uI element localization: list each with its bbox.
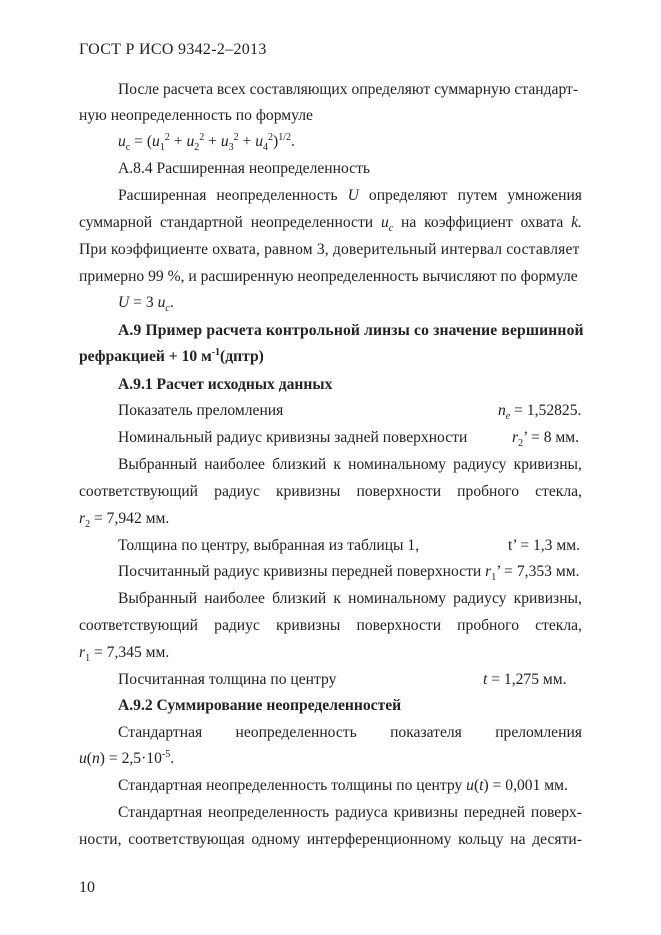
formula-sub: 2 [518, 438, 524, 450]
formula-sub: c [388, 223, 394, 235]
formula-text: = 1,275 мм. [487, 671, 567, 688]
formula-var: u [466, 777, 474, 794]
heading-text: рефракцией + 10 м [79, 348, 212, 365]
word: стекла, [535, 617, 582, 634]
section-heading: А.8.4 Расширенная неопределенность [118, 160, 371, 177]
formula-var: r [79, 510, 86, 527]
data-value [512, 428, 579, 448]
word: десяти- [532, 831, 582, 848]
paragraph-line-justified [79, 482, 582, 502]
word: наиболее [204, 456, 265, 473]
formula-text: = 7,345 мм. [90, 644, 170, 661]
word: суммарной [79, 214, 153, 231]
formula-var: r [79, 644, 86, 661]
formula-sup: -5 [161, 748, 171, 760]
data-value [483, 670, 567, 690]
word: одному [251, 831, 301, 848]
formula-sub: c [165, 303, 170, 315]
paragraph-line-justified [118, 803, 582, 823]
formula-var: n [498, 402, 506, 419]
formula-sup: 2 [164, 131, 170, 143]
formula-var: u [79, 750, 87, 767]
section-heading: А.9 Пример расчета контрольной линзы со значение вершинной [118, 322, 584, 339]
data-label: Посчитанная толщина по центру [118, 671, 337, 688]
word: неопределенность [207, 804, 330, 821]
formula-var: u [152, 133, 160, 150]
formula-combined-uncertainty [118, 132, 295, 152]
formula-sub: 2 [194, 142, 200, 154]
word: k. [571, 214, 582, 231]
word: U [347, 187, 359, 204]
word: кривизны [275, 617, 341, 634]
paragraph-line-justified [118, 186, 582, 206]
data-line-thickness [118, 536, 580, 556]
subsection-heading: А.9.2 Суммирование неопределенностей [118, 697, 402, 714]
formula-var: n [92, 750, 100, 767]
formula-text: + [169, 133, 187, 150]
data-line [79, 749, 174, 769]
formula-text: ) [273, 133, 279, 150]
formula-text: = 1,52825. [510, 402, 582, 419]
formula-text: ( [473, 777, 480, 794]
data-line-back-radius [118, 428, 580, 450]
formula-var: u [220, 133, 229, 150]
word: поверхности [356, 617, 442, 634]
formula-var: U [118, 294, 130, 311]
data-line [79, 643, 169, 663]
formula-sub: 4 [263, 142, 269, 154]
formula-text: Стандартная неопределенность толщины по центру [118, 777, 467, 794]
page-number: 10 [79, 879, 95, 896]
paragraph-line: ную неопределенность по формуле [79, 107, 313, 124]
data-line-std-thickness [118, 776, 568, 796]
formula-text: ’ = 7,353 мм. [496, 563, 580, 580]
formula-var: t [483, 671, 488, 688]
word: умножения [507, 187, 582, 204]
word: близкий [272, 456, 327, 473]
formula-text: = ( [130, 133, 153, 150]
formula-sup: 1/2 [278, 131, 291, 143]
formula-sup: 2 [233, 131, 239, 143]
section-heading-cont [79, 347, 264, 367]
formula-text: + [204, 133, 221, 150]
data-label: Толщина по центру, выбранная из таблицы 1, [118, 537, 420, 554]
word: соответствующий [79, 617, 199, 634]
heading-sup: -1 [211, 346, 221, 358]
word: стандартной [159, 214, 243, 231]
formula-sub: 2 [85, 519, 91, 531]
formula-text: + [238, 133, 256, 150]
formula-var: u [118, 133, 126, 150]
formula-sub: 1 [159, 142, 165, 154]
word: близкий [272, 590, 327, 607]
data-label: Показатель преломления [118, 402, 284, 419]
paragraph-line: После расчета всех составляющих определяют суммарную стандарт- [118, 81, 579, 98]
formula-text: ( [86, 750, 92, 767]
word: преломления [495, 724, 582, 741]
formula-var: t [479, 777, 484, 794]
data-line-refraction [118, 401, 582, 421]
formula-var: u [380, 214, 389, 231]
data-line [79, 509, 169, 529]
word: Расширенная [118, 187, 207, 204]
word: неопределенность [216, 187, 338, 204]
formula-sup: 2 [199, 131, 205, 143]
paragraph-line-justified [118, 589, 582, 609]
paragraph-line-justified [79, 616, 582, 636]
data-line-calc-thickness [118, 670, 567, 690]
formula-sub: c [125, 142, 131, 154]
formula-sub: e [505, 411, 511, 423]
paragraph-line-justified [118, 455, 582, 475]
heading-text: (дптр) [220, 348, 264, 365]
data-value [498, 401, 581, 421]
formula-text: . [169, 294, 174, 311]
formula-text: = 7,942 мм. [90, 510, 170, 527]
paragraph-line: примерно 99 %, и расширенную неопределенность вычисляют по формуле [79, 268, 578, 285]
data-value: t’ = 1,3 мм. [508, 537, 580, 554]
page-header: ГОСТ Р ИСО 9342-2–2013 [79, 41, 267, 58]
word: кривизны [275, 483, 341, 500]
word: к [333, 590, 341, 607]
word: кривизны [393, 804, 458, 821]
word: номинальному [348, 590, 446, 607]
word: показателя [390, 724, 462, 741]
data-label: Посчитанный радиус кривизны передней поверхности [118, 563, 486, 580]
word: пробного [457, 483, 519, 500]
word: наиболее [204, 590, 265, 607]
word: передней [463, 804, 526, 821]
word: к [333, 456, 341, 473]
word: кольцу [458, 831, 504, 848]
word: на [510, 831, 526, 848]
word [381, 213, 393, 233]
word: путем [457, 187, 498, 204]
word: поверхности [356, 483, 442, 500]
formula-expanded-uncertainty [118, 293, 174, 313]
word: радиус [214, 617, 260, 634]
word: интерференционному [306, 831, 452, 848]
subsection-heading: А.9.1 Расчет исходных данных [118, 376, 333, 393]
formula-var: u [255, 133, 264, 150]
word: стекла, [535, 483, 582, 500]
word: кривизны, [513, 590, 582, 607]
word: Выбранный [118, 590, 198, 607]
word: номинальному [348, 456, 446, 473]
formula-text: ) = 0,001 мм. [483, 777, 568, 794]
word: неопределенности [250, 214, 374, 231]
formula-sup: 2 [268, 131, 274, 143]
formula-var: u [186, 133, 195, 150]
formula-text: ) = 2,5·10 [99, 750, 162, 767]
word: ности, [79, 831, 122, 848]
formula-var: u [157, 294, 166, 311]
paragraph-line: При коэффициенте охвата, равном 3, доверительный интервал составляет [79, 241, 580, 258]
word: радиусу [453, 590, 507, 607]
formula-sub: 1 [491, 572, 497, 584]
word: радиусу [453, 456, 507, 473]
word: неопределенность [235, 724, 357, 741]
word: радиуса [334, 804, 388, 821]
formula-text: = 3 [129, 294, 158, 311]
word: Выбранный [118, 456, 198, 473]
word: поверх- [530, 804, 582, 821]
word: соответствующий [79, 483, 199, 500]
word: на [400, 214, 417, 231]
word: охвата [520, 214, 564, 231]
word: определяют [368, 187, 448, 204]
formula-text: ’ = 8 мм. [523, 429, 580, 446]
formula-var: r [512, 429, 519, 446]
word: коэффициент [424, 214, 513, 231]
word: Стандартная [118, 804, 203, 821]
data-label: Номинальный радиус кривизны задней поверхности [118, 429, 468, 446]
formula-sub: 3 [228, 142, 234, 154]
formula-text: . [291, 133, 295, 150]
word: радиус [214, 483, 260, 500]
formula-text: . [170, 750, 175, 767]
word: соответствующая [128, 831, 245, 848]
formula-sub: 1 [85, 653, 91, 665]
word: Стандартная [118, 724, 203, 741]
paragraph-line-justified [79, 830, 582, 850]
paragraph-line-justified [118, 723, 582, 743]
word: кривизны, [513, 456, 582, 473]
formula-var: r [485, 563, 492, 580]
word: пробного [457, 617, 519, 634]
data-line-front-radius [118, 562, 580, 582]
paragraph-line-justified [79, 213, 582, 233]
